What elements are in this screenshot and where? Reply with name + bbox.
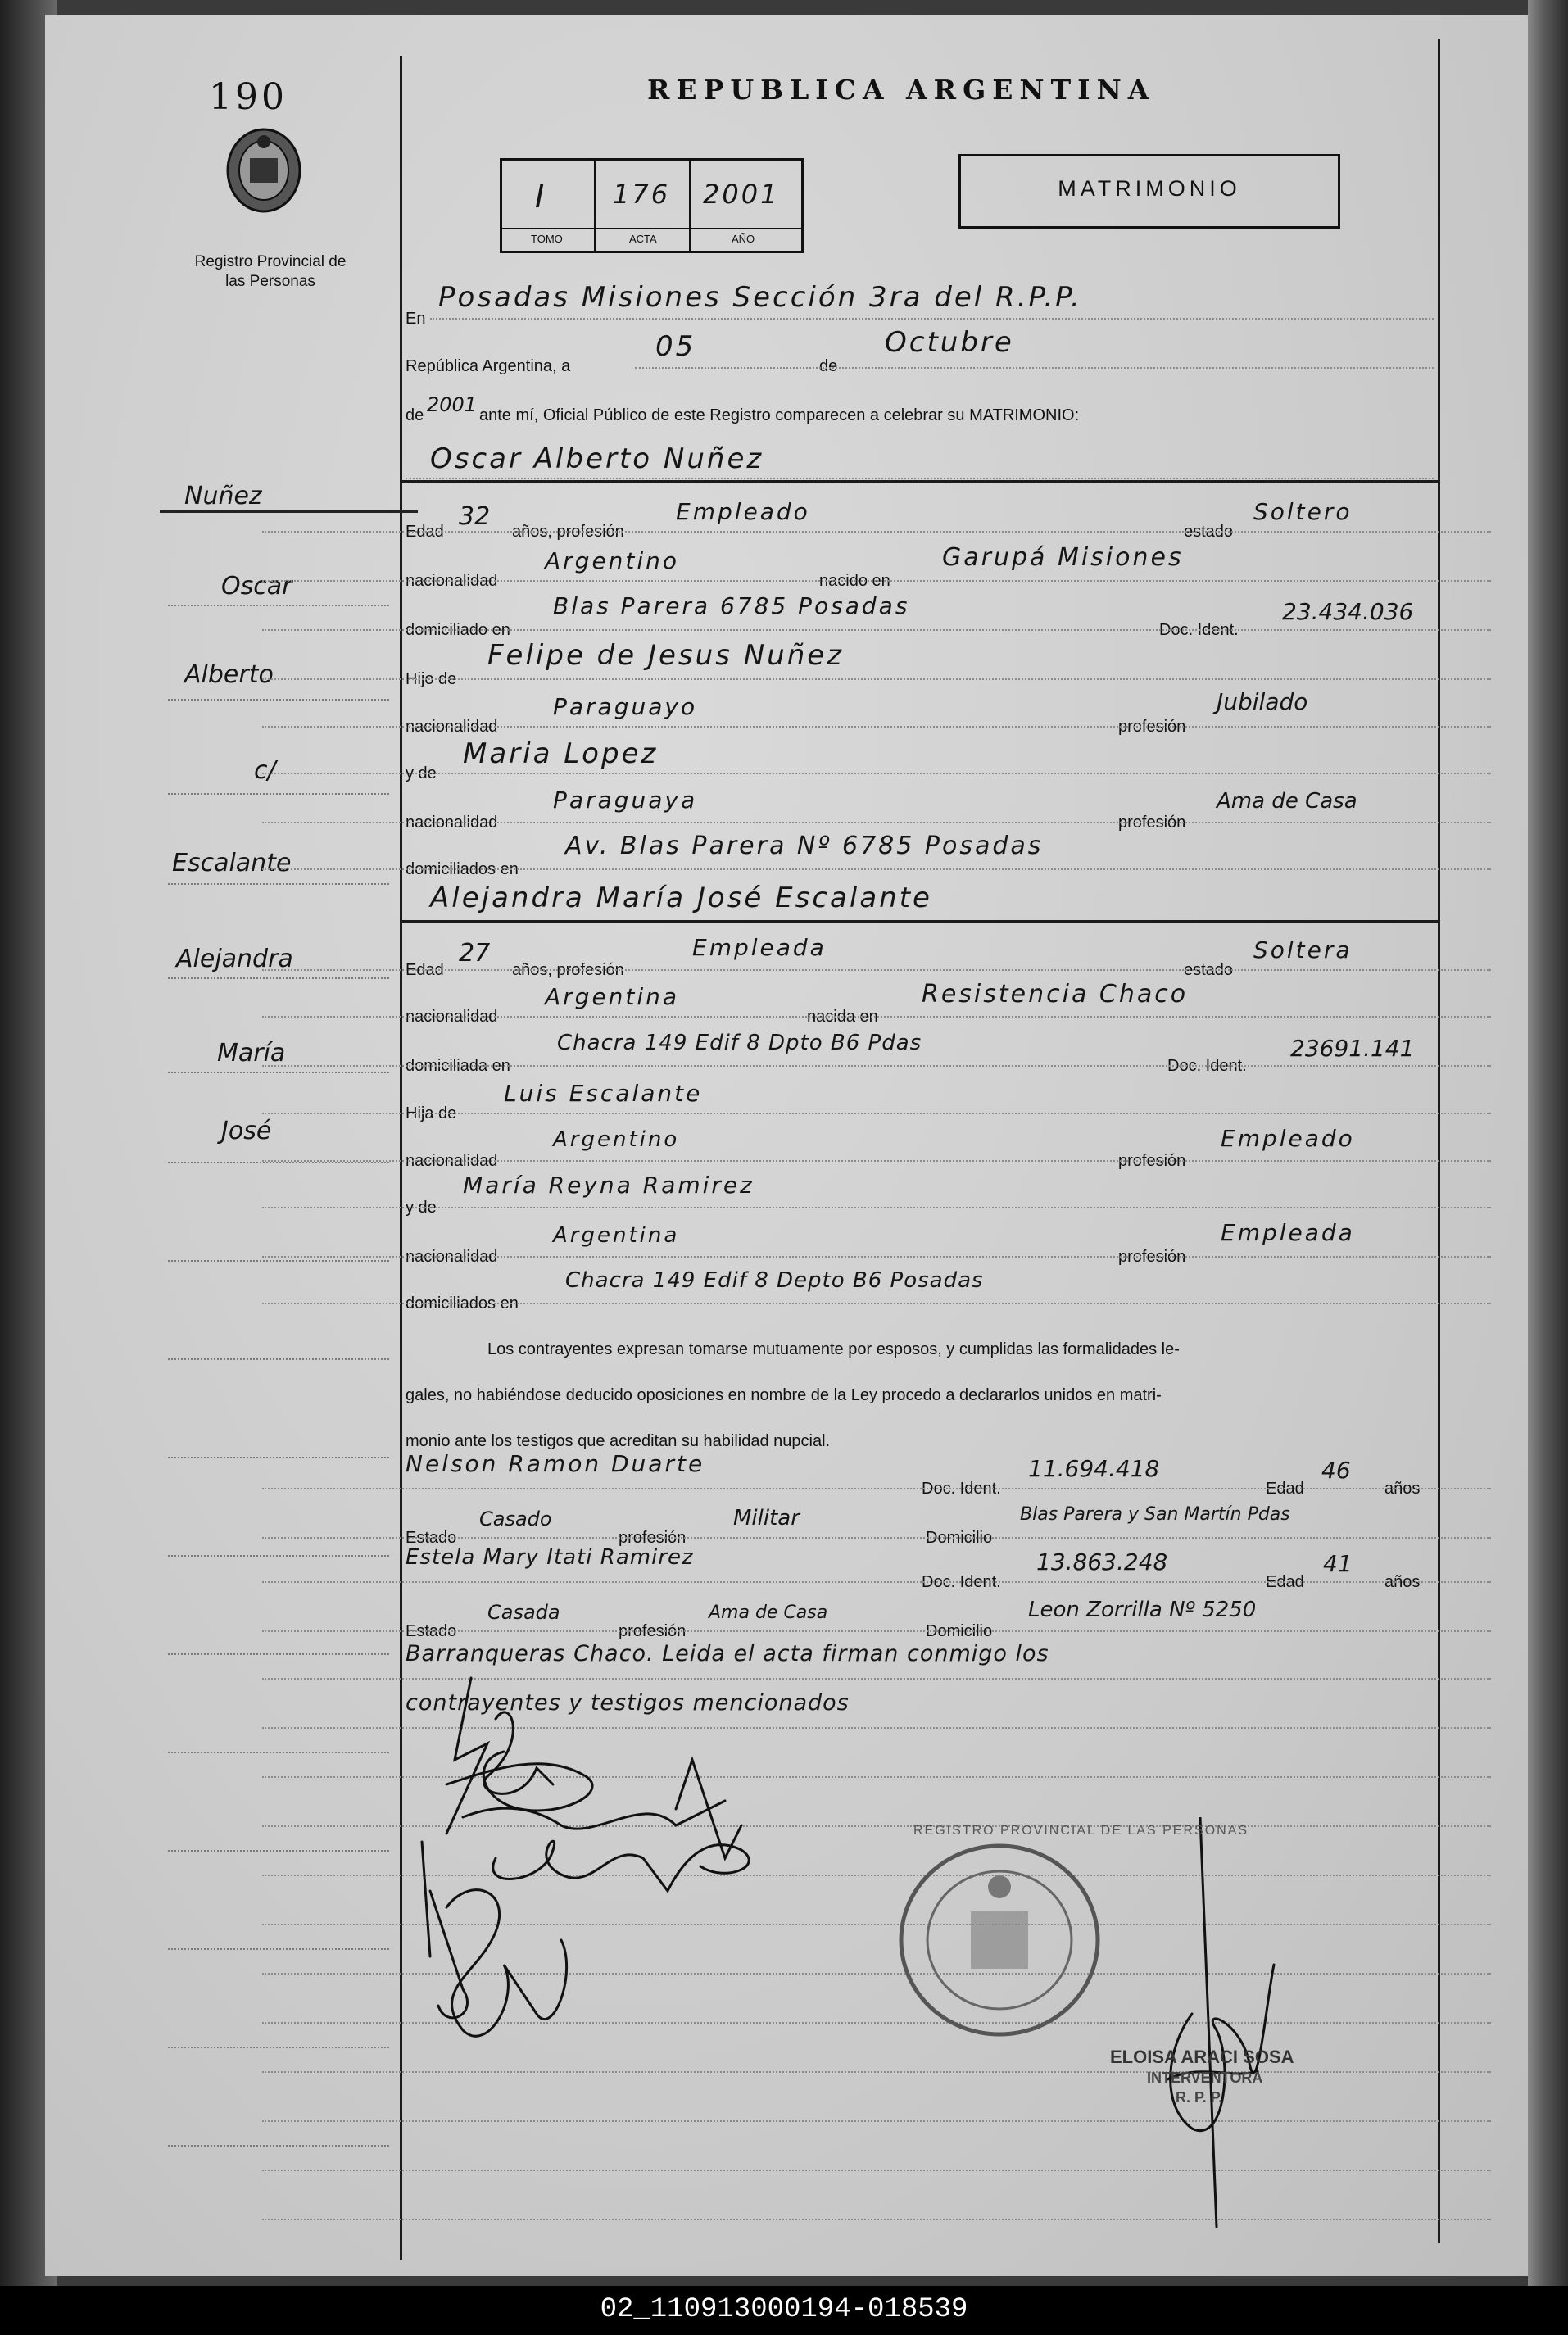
official-title: INTERVENTORA [1147, 2070, 1263, 2086]
bride-marital-status: Soltera [1253, 936, 1353, 963]
official-signature-icon [1135, 1817, 1298, 2243]
page-number: 190 [209, 76, 288, 118]
groom-age: 32 [459, 502, 491, 531]
declaration-line: monio ante los testigos que acreditan su habilidad nupcial. [406, 1432, 831, 1450]
marriage-year: 2001 [427, 393, 478, 416]
intro-statement: ante mí, Oficial Público de este Registro comparecen a celebrar su MATRIMONIO: [479, 406, 1080, 424]
bride-address: Chacra 149 Edif 8 Dpto B6 Pdas [557, 1031, 922, 1055]
groom-birthplace: Garupá Misiones [942, 543, 1184, 572]
groom-mother-profession: Ama de Casa [1217, 789, 1357, 814]
closing-line: Barranqueras Chaco. Leida el acta firman conmigo los [406, 1641, 1049, 1666]
groom-mother: Maria Lopez [463, 737, 659, 770]
groom-document: 23.434.036 [1282, 598, 1414, 625]
margin-name: Escalante [172, 849, 292, 877]
bride-nationality: Argentina [545, 983, 680, 1010]
bride-father-profession: Empleado [1221, 1125, 1355, 1152]
record-box [500, 158, 804, 253]
groom-profession: Empleado [676, 498, 810, 525]
bride-document: 23691.141 [1290, 1035, 1415, 1062]
marriage-day: 05 [655, 330, 696, 363]
right-frame-line [1438, 39, 1440, 2243]
witness1-age: 46 [1321, 1457, 1351, 1484]
acta-label: ACTA [629, 233, 657, 245]
groom-father-nationality: Paraguayo [553, 693, 698, 720]
margin-name: Alejandra [176, 945, 293, 973]
margin-name: Oscar [221, 572, 292, 601]
tomo-label: TOMO [531, 233, 563, 245]
marriage-place: Posadas Misiones Sección 3ra del R.P.P. [438, 281, 1082, 314]
registry-label: Registro Provincial de las Personas [194, 253, 347, 290]
groom-full-name: Oscar Alberto Nuñez [430, 442, 764, 475]
bride-birthplace: Resistencia Chaco [922, 980, 1189, 1009]
witness2-document: 13.863.248 [1036, 1548, 1168, 1576]
witness2-address: Leon Zorrilla Nº 5250 [1028, 1598, 1257, 1622]
margin-name: María [217, 1039, 286, 1068]
country-title: REPUBLICA ARGENTINA [647, 74, 1156, 106]
registry-crest-icon [225, 125, 303, 215]
document-type-box [958, 154, 1340, 229]
ano-label: AÑO [732, 233, 755, 245]
groom-parents-address: Av. Blas Parera Nº 6785 Posadas [565, 832, 1044, 860]
seal-text: REGISTRO PROVINCIAL DE LAS PERSONAS [913, 1824, 1249, 1838]
official-org: R. P. P. [1176, 2089, 1223, 2106]
witness1-document: 11.694.418 [1028, 1455, 1160, 1482]
bride-father: Luis Escalante [504, 1080, 703, 1107]
bride-mother-profession: Empleada [1221, 1219, 1355, 1246]
groom-nationality: Argentino [545, 547, 680, 574]
margin-name: Alberto [184, 660, 274, 689]
margin-name: Nuñez [184, 482, 262, 510]
tomo-value: I [535, 179, 547, 215]
groom-address: Blas Parera 6785 Posadas [553, 592, 910, 619]
registry-seal-icon [893, 1838, 1106, 2043]
witness1-name: Nelson Ramon Duarte [406, 1450, 705, 1477]
groom-mother-nationality: Paraguaya [553, 787, 698, 814]
closing-line: contrayentes y testigos mencionados [406, 1690, 850, 1716]
bride-mother-nationality: Argentina [553, 1223, 680, 1248]
witness2-name: Estela Mary Itati Ramirez [406, 1545, 694, 1570]
declaration-line: gales, no habiéndose deducido oposiciones en nombre de la Ley procedo a declararlos unidos en matri- [406, 1386, 1162, 1404]
bride-profession: Empleada [692, 934, 827, 961]
book-right-edge [1528, 0, 1568, 2286]
marriage-month: Octubre [885, 326, 1014, 359]
signatures-icon [397, 1645, 856, 2137]
groom-father: Felipe de Jesus Nuñez [487, 639, 845, 672]
witness1-marital-status: Casado [479, 1508, 552, 1530]
document-type: MATRIMONIO [1058, 176, 1241, 201]
acta-value: 176 [613, 179, 671, 210]
witness1-profession: Militar [733, 1506, 800, 1530]
bride-father-nationality: Argentino [553, 1127, 680, 1152]
declaration-line: Los contrayentes expresan tomarse mutuamente por esposos, y cumplidas las formalidades le- [487, 1340, 1180, 1358]
witness2-marital-status: Casada [487, 1601, 560, 1624]
official-name: ELOISA ARACI SOSA [1110, 2047, 1294, 2067]
groom-marital-status: Soltero [1253, 498, 1353, 525]
witness1-address: Blas Parera y San Martín Pdas [1020, 1504, 1290, 1525]
bride-full-name: Alejandra María José Escalante [430, 882, 932, 914]
margin-name: c/ [254, 756, 276, 785]
image-id-label: 02_110913000194-018539 [600, 2294, 968, 2325]
groom-father-profession: Jubilado [1217, 688, 1308, 715]
witness2-profession: Ama de Casa [709, 1603, 828, 1623]
bride-mother: María Reyna Ramirez [463, 1172, 755, 1199]
margin-name: José [221, 1117, 272, 1145]
bride-age: 27 [459, 939, 491, 968]
register-page: 190 Registro Provincial de las Personas REPUBLICA ARGENTINA I 176 2001 TOMO ACTA AÑO MATRIMONIO En Posadas Misiones Sección 3ra del R.P.P. República Argentina, a 05 de Octubre de 2001 ante mí, Oficial Público de este Registro comparecen a celebrar su MATRIMONIO: Oscar Alberto Nuñez Nuñez Oscar Alberto c/ Escalante Alejandra María José Edad 32 años, profesión Empleado estado Soltero nacionalidad Argentino nacido en Garupá Misiones domiciliado en Blas Parera 6785 Posadas Doc. Ident. 23.434.036 Hijo de Felipe de Jesus Nuñez nacionalidad Paraguayo profesión Jubilado y de Maria Lopez nacionalidad Paraguaya profesión Ama de Casa domiciliados en Av. Blas Parera Nº 6785 Posadas Alejandra María José Escalante Edad 27 años, profesión Empleada estado Soltera nacionalidad Argentina nacida en Resistencia Chaco domiciliada en Chacra 149 Edif 8 Dpto B6 Pdas Doc. Ident. 23691.141 Hija de Luis Escalante nacionalidad Argentino profesión Empleado y de María Reyna Ramirez nacionalidad Argentina profesión Empleada domiciliados en Chacra 149 Edif 8 Depto B6 Posadas Los contrayentes expresan tomarse mutuamente por esposos, y cumplidas las formalidades le- gales, no habiéndose deducido oposiciones en nombre de la Ley procedo a declararlos unidos en matri- monio ante los testigos que acreditan su habilidad nupcial. Nelson Ramon Duarte Doc. Ident. 11.694.418 Edad 46 años Estado Casado profesión Militar Domicilio Blas Parera y San Martín Pdas Estela Mary Itati Ramirez Doc. Ident. 13.863.248 Edad 41 años Estado Casada profesión Ama de Casa Domicilio Leon Zorrilla Nº 5250 Barranqueras Chaco. Leida el acta firman conmigo los contrayentes y testigos mencionados REGISTRO PROVINCIAL DE LAS PERSONAS ELOISA ARACI SOSA INTERVENTORA R. P. P. [45, 15, 1532, 2276]
ano-value: 2001 [703, 179, 780, 210]
witness2-age: 41 [1323, 1550, 1353, 1577]
bride-parents-address: Chacra 149 Edif 8 Depto B6 Posadas [565, 1268, 984, 1293]
